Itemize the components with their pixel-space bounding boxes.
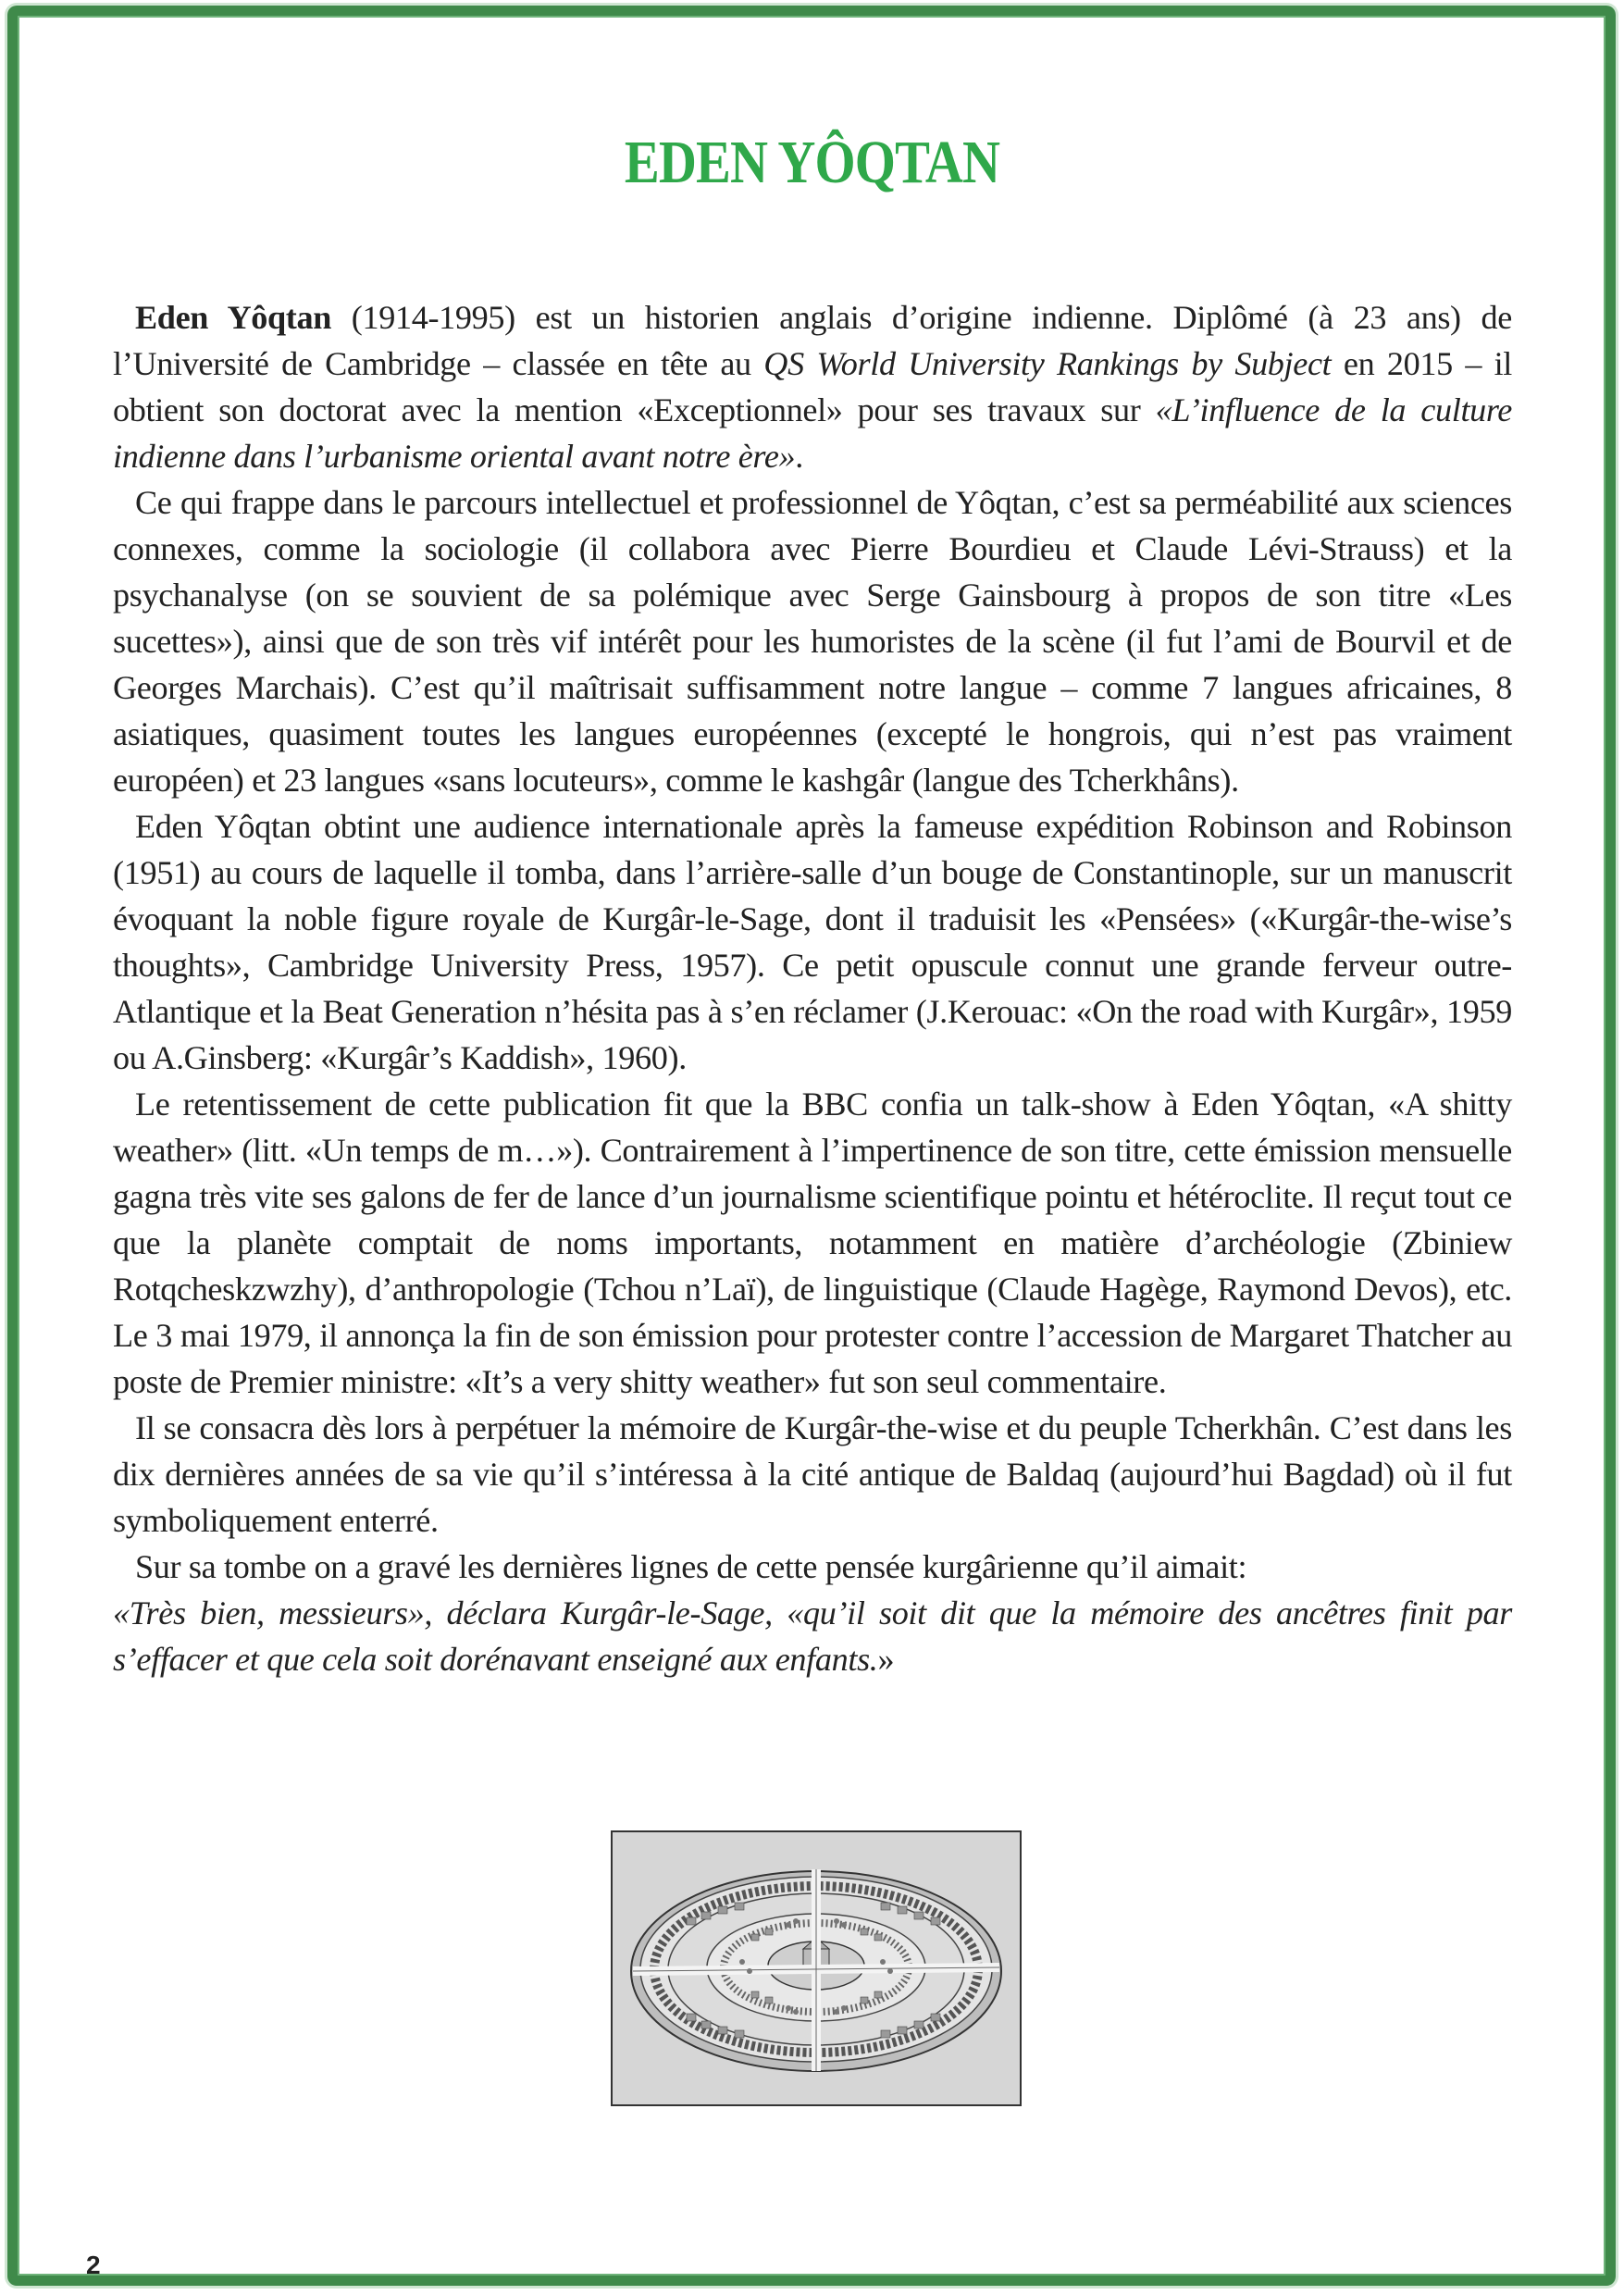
- paragraph-1-text-c: en 2015 – il obtient son doctorat avec la mention «Exceptionnel» pour ses travaux sur: [113, 345, 1512, 428]
- paragraph-2: Ce qui frappe dans le parcours intellectuel et professionnel de Yôqtan, c’est sa perméabilité aux sciences connexes, comme la sociologie (il collabora avec Pierre Bourdieu et Claude Lévi-Strauss) et la psychanalyse (on se souvient de sa polémique avec Serge Gainsbourg à propos de son titre «Les sucettes»), ainsi que de son très vif intérêt pour les humoristes de la scène (il fut l’ami de Bourvil et de Georges Marchais). C’est qu’il maîtrisait suffisamment notre langue – comme 7 langues africaines, 8 asiatiques, quasiment toutes les langues européennes (excepté le hongrois, qui n’est pas vraiment européen) et 23 langues «sans locuteurs», comme le kashgâr (langue des Tcherkhâns).: [113, 484, 1512, 799]
- paragraph-5: Il se consacra dès lors à perpétuer la mémoire de Kurgâr-the-wise et du peuple Tcherkhân. C’est dans les dix dernières années de sa vie qu’il s’intéressa à la cité antique de Baldaq (aujourd’hui Bagdad) où il fut symboliquement enterré.: [113, 1409, 1512, 1539]
- epitaph-quote: [113, 1590, 1512, 1682]
- epitaph-quote-text: «Très bien, messieurs», déclara Kurgâr-le-Sage, «qu’il soit dit que la mémoire des ancêtres finit par s’effacer et que cela soit dorénavant enseigné aux enfants.: [113, 1594, 1512, 1678]
- thesis-title: «L’influence de la culture indienne dans l’urbanisme oriental avant notre ère»: [113, 391, 1513, 475]
- paragraph-1-text-a: (1914-1995) est un historien anglais d’origine indienne. Diplômé (à 23 ans) de l’Université de Cambridge – classée en tête au: [113, 299, 1512, 382]
- subject-name: Eden Yôqtan: [135, 299, 332, 336]
- epitaph-quote-close: »: [877, 1641, 895, 1678]
- ancient-city-illustration: [611, 1830, 1022, 2106]
- ranking-title: QS World University Rankings by Subject: [763, 345, 1332, 382]
- paragraph-6: Sur sa tombe on a gravé les dernières lignes de cette pensée kurgârienne qu’il aimait:: [135, 1548, 1247, 1585]
- city-plan-drawing: [613, 1832, 1020, 2104]
- paragraph-1-text-e: .: [795, 438, 803, 475]
- article-body: [113, 294, 1512, 1682]
- paragraph-4: Le retentissement de cette publication fit que la BBC confia un talk-show à Eden Yôqtan, «A shitty weather» (litt. «Un temps de m…»). Contrairement à l’impertinence de son titre, cette émission mensuelle gagna très vite ses galons de fer de lance d’un journalisme scientifique pointu et hétéroclite. Il reçut tout ce que la planète comptait de noms importants, notamment en matière d’archéologie (Zbiniew Rotqcheskzwzhy), d’anthropologie (Tchou n’Laï), de linguistique (Claude Hagège, Raymond Devos), etc. Le 3 mai 1979, il annonça la fin de son émission pour protester contre l’accession de Margaret Thatcher au poste de Premier ministre: «It’s a very shitty weather» fut son seul commentaire.: [113, 1085, 1512, 1400]
- paragraph-1: [113, 294, 1512, 479]
- page-title: EDEN YÔQTAN: [624, 129, 1000, 196]
- page-number: 2: [86, 2251, 101, 2279]
- paragraph-3: Eden Yôqtan obtint une audience internationale après la fameuse expédition Robinson and Robinson (1951) au cours de laquelle il tomba, dans l’arrière-salle d’un bouge de Constantinople, sur un manuscrit évoquant la noble figure royale de Kurgâr-le-Sage, dont il traduisit les «Pensées» («Kurgâr-the-wise’s thoughts», Cambridge University Press, 1957). Ce petit opuscule connut une grande ferveur outre-Atlantique et la Beat Generation n’hésita pas à s’en réclamer (J.Kerouac: «On the road with Kurgâr», 1959 ou A.Ginsberg: «Kurgâr’s Kaddish», 1960).: [113, 808, 1512, 1076]
